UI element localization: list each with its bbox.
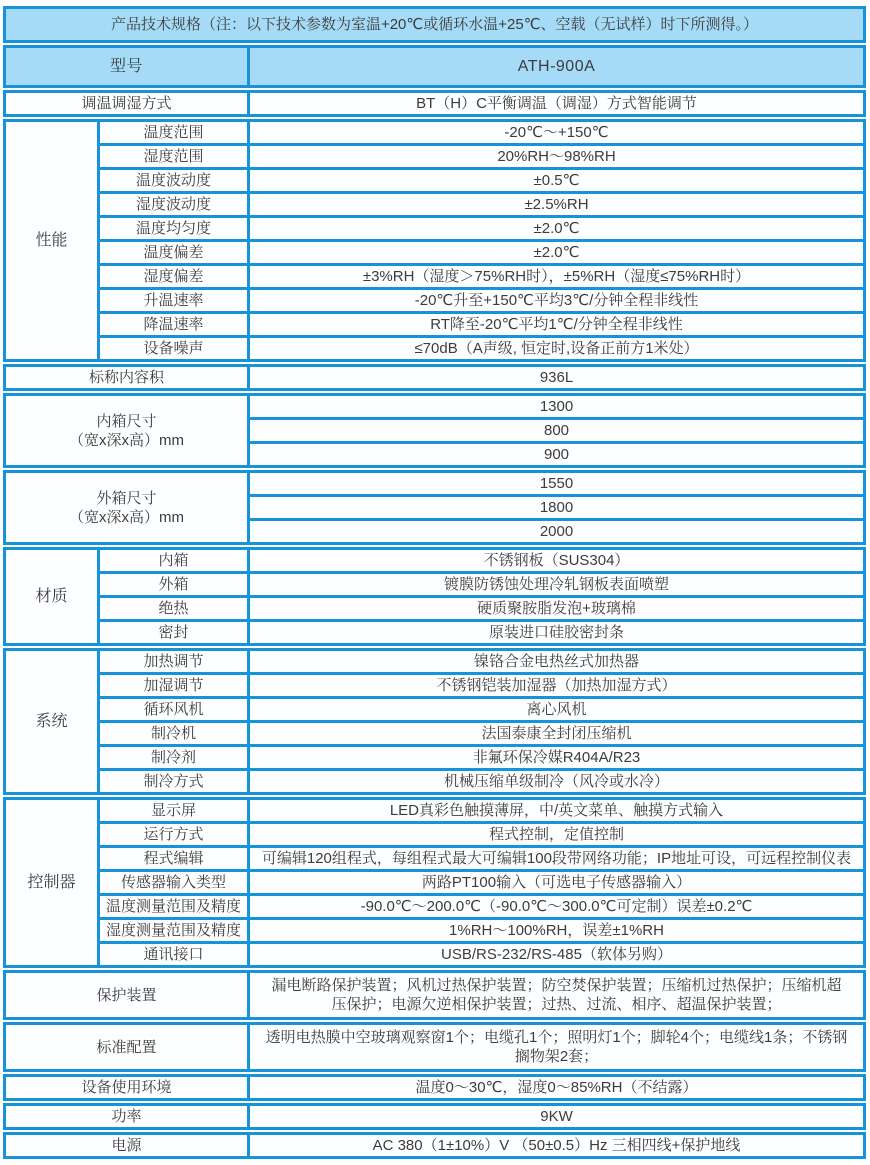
group-label: 性能: [5, 121, 99, 361]
spec-label: 电源: [5, 1134, 249, 1158]
spec-value: ±2.5%RH: [249, 193, 865, 217]
spec-value: 两路PT100输入（可选电子传感器输入）: [249, 871, 865, 895]
spec-value: ±2.0℃: [249, 217, 865, 241]
spec-value: ATH-900A: [249, 47, 865, 87]
spec-label: 密封: [99, 621, 249, 645]
spec-label: 通讯接口: [99, 943, 249, 967]
table-row: [5, 1024, 865, 1071]
spec-label: 湿度测量范围及精度: [99, 919, 249, 943]
table-row: [5, 597, 865, 621]
spec-value: ≤70dB（A声级, 恒定时,设备正前方1米处）: [249, 337, 865, 361]
spec-section-table: [3, 1022, 866, 1072]
table-row: [5, 121, 865, 145]
spec-value: -20℃升至+150℃平均3℃/分钟全程非线性: [249, 289, 865, 313]
spec-section-table: [3, 6, 866, 43]
table-row: [5, 621, 865, 645]
table-row: [5, 650, 865, 674]
spec-value: 不锈钢铠装加湿器（加热加湿方式）: [249, 674, 865, 698]
spec-value: 20%RH～98%RH: [249, 145, 865, 169]
spec-label: 型号: [5, 47, 249, 87]
dims-label-line: 外箱尺寸: [96, 489, 157, 507]
spec-label: 湿度偏差: [99, 265, 249, 289]
spec-section-table: [3, 364, 866, 391]
spec-section-table: [3, 648, 866, 795]
spec-value: -90.0℃～200.0℃（-90.0℃～300.0℃可定制）误差±0.2℃: [249, 895, 865, 919]
spec-value: 漏电断路保护装置；风机过热保护装置；防空焚保护装置；压缩机过热保护；压缩机超压保护；电源欠逆相保护装置；过热、过流、相序、超温保护装置；: [249, 972, 865, 1019]
table-row: [5, 145, 865, 169]
spec-value: 非氟环保冷媒R404A/R23: [249, 746, 865, 770]
spec-label: 程式编辑: [99, 847, 249, 871]
spec-label: 温度范围: [99, 121, 249, 145]
group-label: 系统: [5, 650, 99, 794]
table-row: [5, 472, 865, 496]
spec-label: 温度波动度: [99, 169, 249, 193]
dims-label: [5, 395, 249, 467]
spec-label: 设备使用环境: [5, 1076, 249, 1100]
spec-label: 制冷机: [99, 722, 249, 746]
spec-value: 离心风机: [249, 698, 865, 722]
spec-section-table: [3, 970, 866, 1020]
spec-section-table: [3, 1132, 866, 1159]
spec-label: 温度偏差: [99, 241, 249, 265]
spec-value: 900: [249, 443, 865, 467]
spec-label: 内箱: [99, 549, 249, 573]
spec-value: ±0.5℃: [249, 169, 865, 193]
table-row: [5, 241, 865, 265]
spec-value: 2000: [249, 520, 865, 544]
spec-value: RT降至-20℃平均1℃/分钟全程非线性: [249, 313, 865, 337]
spec-section-table: [3, 45, 866, 88]
dims-label-line: 内箱尺寸: [96, 412, 157, 430]
spec-value: BT（H）C平衡调温（调湿）方式智能调节: [249, 92, 865, 116]
table-row: [5, 871, 865, 895]
table-row: [5, 895, 865, 919]
spec-value: 1300: [249, 395, 865, 419]
spec-value: 温度0～30℃，湿度0～85%RH（不结露）: [249, 1076, 865, 1100]
dims-label-line: （宽x深x高）mm: [69, 508, 184, 526]
table-row: [5, 1134, 865, 1158]
table-row: [5, 47, 865, 87]
table-row: [5, 972, 865, 1019]
table-row: [5, 746, 865, 770]
spec-label: 加热调节: [99, 650, 249, 674]
spec-value: -20℃～+150℃: [249, 121, 865, 145]
table-row: [5, 313, 865, 337]
spec-value: ±3%RH（湿度＞75%RH时），±5%RH（湿度≤75%RH时）: [249, 265, 865, 289]
table-row: [5, 337, 865, 361]
table-row: [5, 217, 865, 241]
table-row: [5, 698, 865, 722]
table-row: [5, 549, 865, 573]
spec-section-table: [3, 1074, 866, 1101]
spec-label: 外箱: [99, 573, 249, 597]
spec-section-table: [3, 393, 866, 468]
spec-value: 透明电热膜中空玻璃观察窗1个；电缆孔1个；照明灯1个；脚轮4个；电缆线1条；不锈钢搁物架2套；: [249, 1024, 865, 1071]
spec-value: 原装进口硅胶密封条: [249, 621, 865, 645]
spec-label: 显示屏: [99, 799, 249, 823]
spec-label: 功率: [5, 1105, 249, 1129]
table-row: [5, 395, 865, 419]
table-row: [5, 919, 865, 943]
spec-label: 降温速率: [99, 313, 249, 337]
spec-section-table: [3, 547, 866, 646]
spec-value: 1550: [249, 472, 865, 496]
spec-label: 运行方式: [99, 823, 249, 847]
spec-value: USB/RS-232/RS-485（软体另购）: [249, 943, 865, 967]
spec-label: 加湿调节: [99, 674, 249, 698]
spec-section-table: [3, 90, 866, 117]
spec-label: 调温调湿方式: [5, 92, 249, 116]
table-row: [5, 847, 865, 871]
table-row: [5, 169, 865, 193]
spec-value: 1800: [249, 496, 865, 520]
spec-label: 绝热: [99, 597, 249, 621]
spec-section-table: [3, 470, 866, 545]
group-label: 材质: [5, 549, 99, 645]
table-row: [5, 265, 865, 289]
dims-label: [5, 472, 249, 544]
spec-label: 循环风机: [99, 698, 249, 722]
spec-value: 镍铬合金电热丝式加热器: [249, 650, 865, 674]
spec-value: 机械压缩单级制冷（风冷或水冷）: [249, 770, 865, 794]
spec-value: 镀膜防锈蚀处理冷轧钢板表面喷塑: [249, 573, 865, 597]
table-row: [5, 366, 865, 390]
table-row: [5, 573, 865, 597]
spec-label: 湿度范围: [99, 145, 249, 169]
spec-label: 制冷剂: [99, 746, 249, 770]
spec-value: ±2.0℃: [249, 241, 865, 265]
spec-section-table: [3, 119, 866, 362]
table-row: [5, 674, 865, 698]
dims-label-line: （宽x深x高）mm: [69, 431, 184, 449]
spec-label: 标称内容积: [5, 366, 249, 390]
table-row: [5, 943, 865, 967]
spec-value: 800: [249, 419, 865, 443]
spec-label: 设备噪声: [99, 337, 249, 361]
spec-value: 1%RH～100%RH，误差±1%RH: [249, 919, 865, 943]
spec-value: AC 380（1±10%）V （50±0.5）Hz 三相四线+保护地线: [249, 1134, 865, 1158]
table-title: 产品技术规格（注：以下技术参数为室温+20℃或循环水温+25℃、空载（无试样）时下所测得。）: [5, 8, 865, 42]
spec-value: 936L: [249, 366, 865, 390]
group-label: 控制器: [5, 799, 99, 967]
table-row: [5, 799, 865, 823]
table-row: [5, 1105, 865, 1129]
table-row: [5, 770, 865, 794]
spec-value: 不锈钢板（SUS304）: [249, 549, 865, 573]
spec-label: 保护装置: [5, 972, 249, 1019]
spec-value: 法国泰康全封闭压缩机: [249, 722, 865, 746]
spec-value: 程式控制，定值控制: [249, 823, 865, 847]
table-row: [5, 193, 865, 217]
spec-value: LED真彩色触摸薄屏，中/英文菜单、触摸方式输入: [249, 799, 865, 823]
spec-label: 温度均匀度: [99, 217, 249, 241]
spec-label: 制冷方式: [99, 770, 249, 794]
spec-label: 传感器输入类型: [99, 871, 249, 895]
spec-label: 湿度波动度: [99, 193, 249, 217]
spec-value: 硬质聚胺脂发泡+玻璃棉: [249, 597, 865, 621]
spec-label: 升温速率: [99, 289, 249, 313]
spec-section-table: [3, 1103, 866, 1130]
spec-section-table: [3, 797, 866, 968]
table-row: [5, 289, 865, 313]
table-row: [5, 1076, 865, 1100]
spec-label: 温度测量范围及精度: [99, 895, 249, 919]
spec-label: 标准配置: [5, 1024, 249, 1071]
table-row: [5, 92, 865, 116]
table-row: [5, 823, 865, 847]
table-title-row: [5, 8, 865, 42]
table-row: [5, 722, 865, 746]
spec-value: 可编辑120组程式，每组程式最大可编辑100段带网络功能；IP地址可设，可远程控制仪表: [249, 847, 865, 871]
spec-value: 9KW: [249, 1105, 865, 1129]
